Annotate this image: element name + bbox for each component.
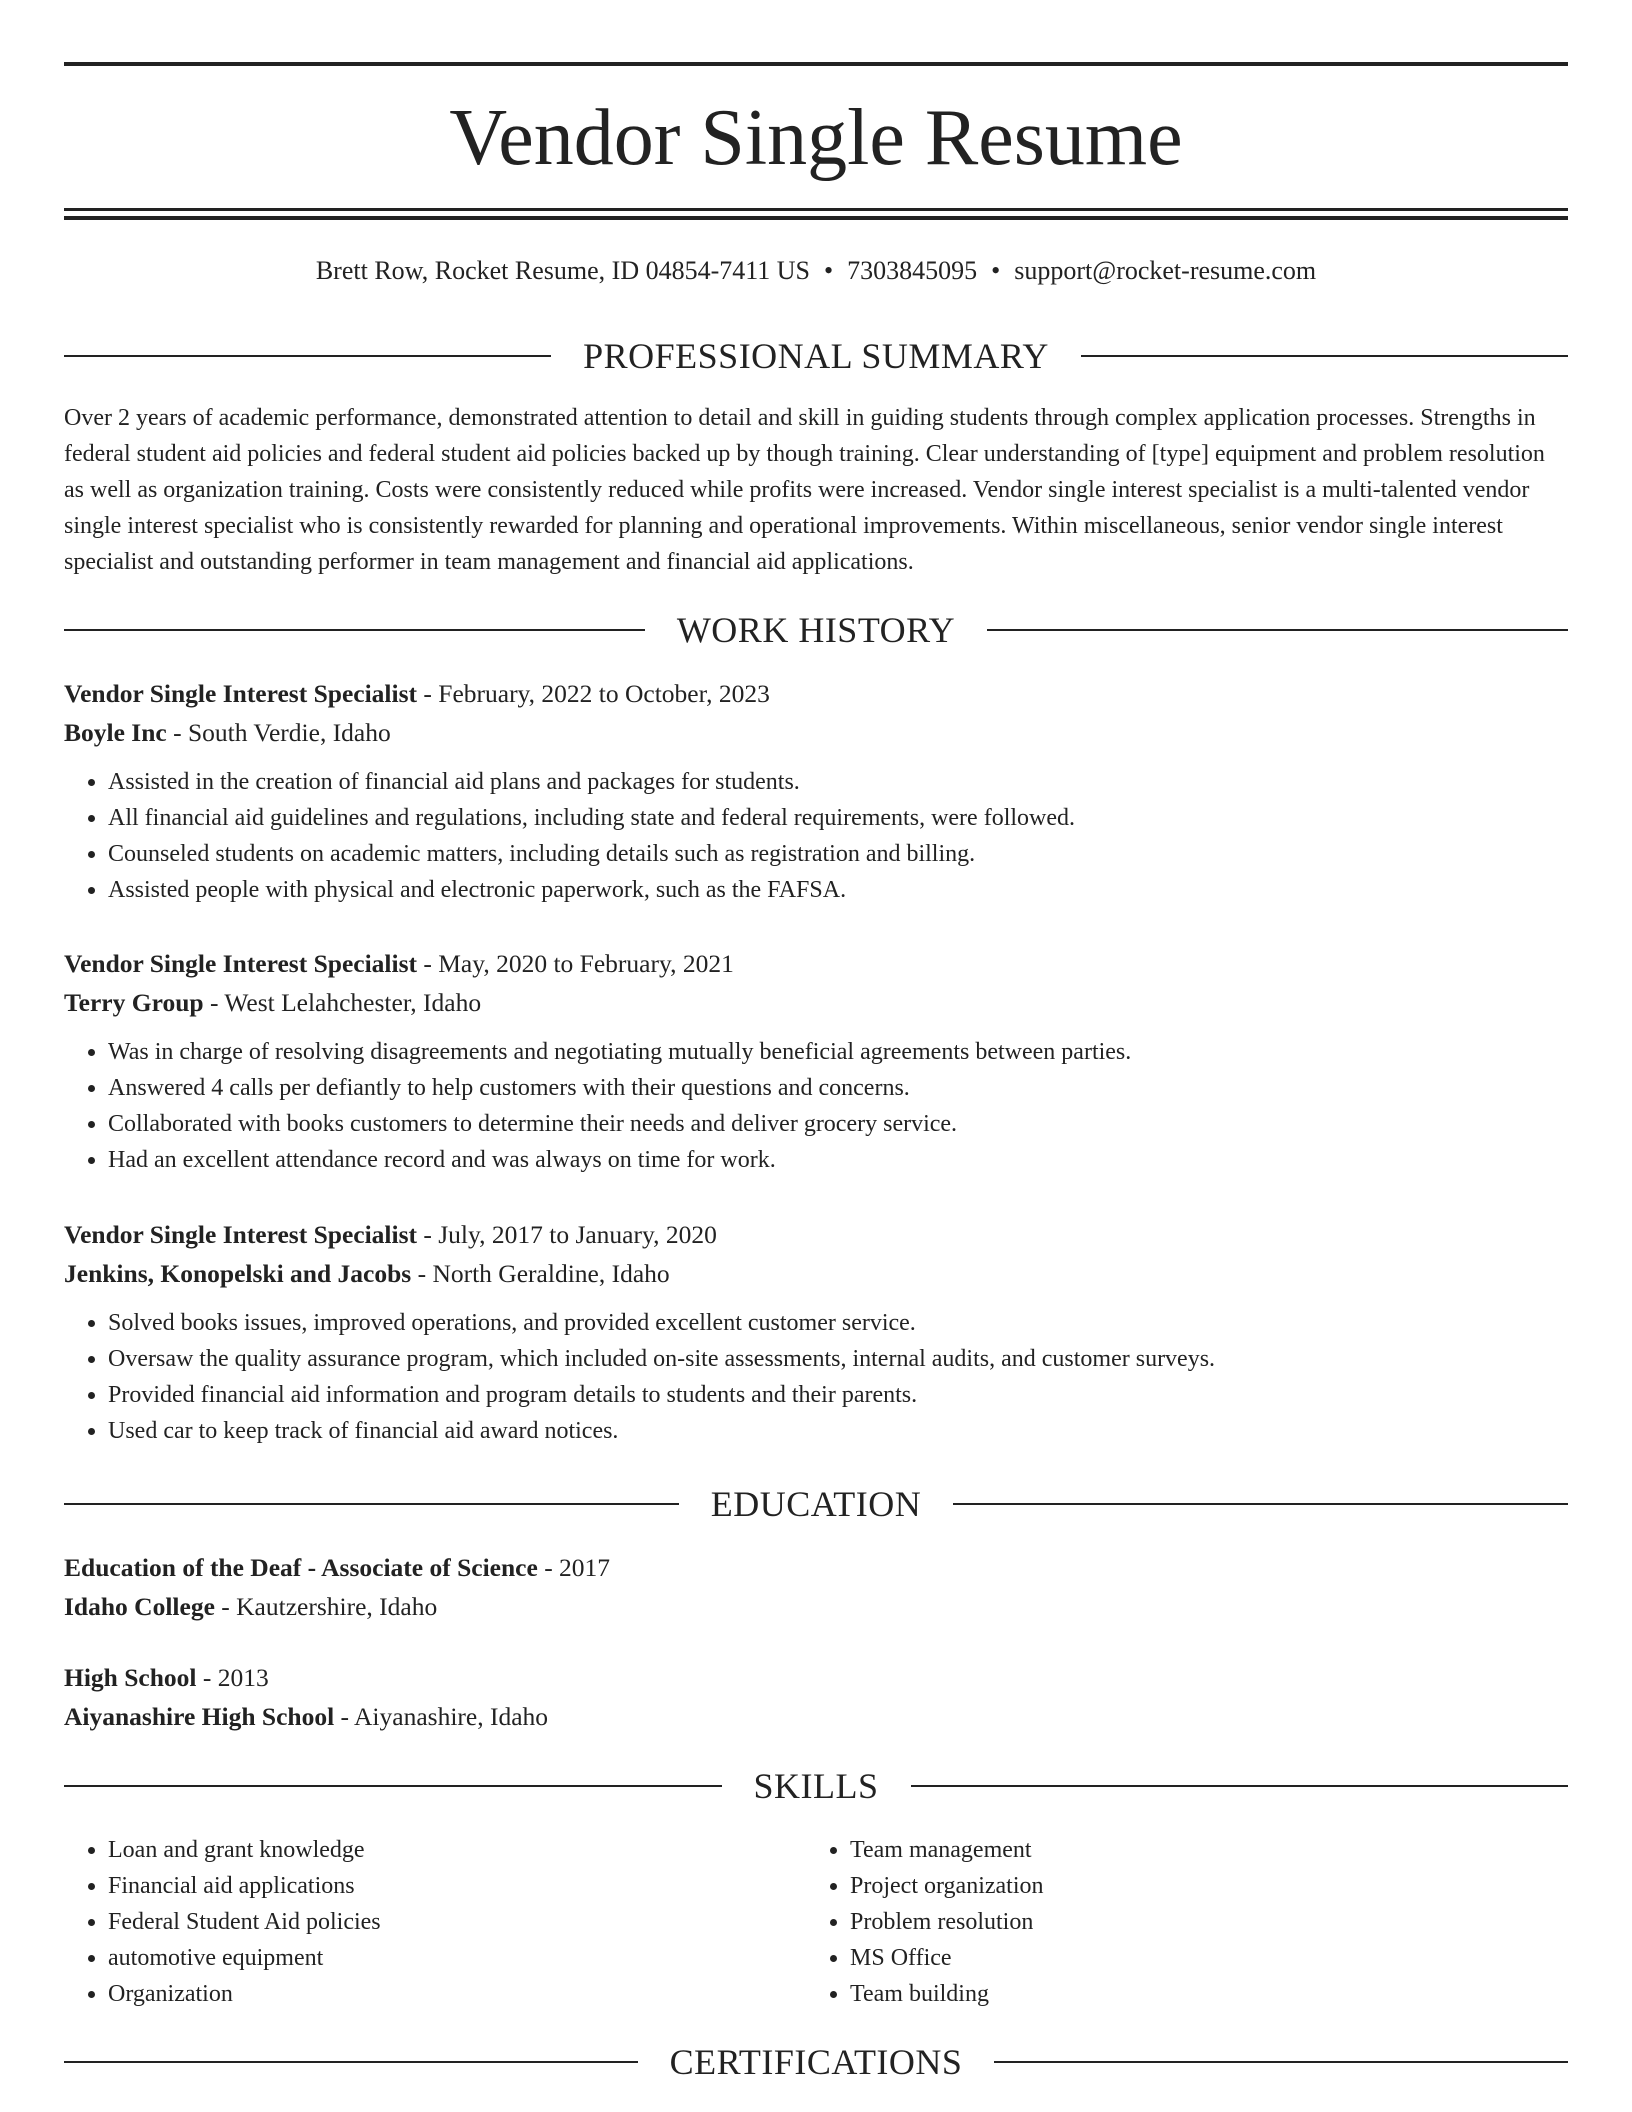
education-school: Idaho College — [64, 1592, 215, 1621]
section-rule-right — [953, 1503, 1568, 1505]
section-title: PROFESSIONAL SUMMARY — [583, 336, 1049, 376]
education-degree: High School — [64, 1663, 197, 1692]
job-company: Jenkins, Konopelski and Jacobs — [64, 1259, 412, 1288]
section-rule-right — [1081, 355, 1568, 357]
education-degree-line — [64, 1658, 1568, 1697]
skill-item: • Loan and grant knowledge — [108, 1832, 381, 1868]
job-bullets — [64, 1305, 1568, 1449]
section-header-skills — [64, 1764, 1568, 1808]
education-school-line — [64, 1697, 1568, 1736]
education-degree-line — [64, 1548, 1568, 1587]
job-location: - North Geraldine, Idaho — [411, 1259, 670, 1288]
skill-item: • Team management — [850, 1832, 1044, 1868]
section-rule-left — [64, 355, 551, 357]
job-dates: - May, 2020 to February, 2021 — [417, 949, 734, 978]
job-dates: - February, 2022 to October, 2023 — [417, 679, 770, 708]
contact-phone: 7303845095 — [847, 256, 978, 285]
section-rule-left — [64, 1785, 722, 1787]
skill-item: • Financial aid applications — [108, 1868, 381, 1904]
section-header-summary — [64, 334, 1568, 378]
job-title: Vendor Single Interest Specialist — [64, 949, 418, 978]
job-bullet: • Provided financial aid information and program details to students and their parents. — [108, 1377, 1568, 1413]
job-location: - West Lelahchester, Idaho — [203, 988, 482, 1017]
skills-list-right — [806, 1832, 1044, 2012]
job-title-line — [64, 674, 1568, 713]
skill-item: • automotive equipment — [108, 1940, 381, 1976]
section-title: SKILLS — [753, 1766, 879, 1806]
section-rule-right — [987, 629, 1568, 631]
job-bullet: • Assisted people with physical and electronic paperwork, such as the FAFSA. — [108, 872, 1568, 908]
skills-list-left — [64, 1832, 381, 2012]
job-title: Vendor Single Interest Specialist — [64, 1220, 418, 1249]
job-bullet: • Was in charge of resolving disagreements and negotiating mutually beneficial agreements between parties. — [108, 1034, 1568, 1070]
section-title: CERTIFICATIONS — [669, 2042, 963, 2082]
education-school: Aiyanashire High School — [64, 1702, 335, 1731]
job-company-line — [64, 983, 1568, 1022]
contact-separator: • — [991, 256, 1001, 285]
job-bullets — [64, 764, 1568, 908]
contact-email: support@rocket-resume.com — [1014, 256, 1317, 285]
contact-address: Brett Row, Rocket Resume, ID 04854-7411 US — [315, 256, 811, 285]
job-title-line — [64, 1215, 1568, 1254]
education-location: - Kautzershire, Idaho — [214, 1592, 438, 1621]
contact-separator: • — [824, 256, 834, 285]
section-header-certifications — [64, 2040, 1568, 2084]
skill-item: • Organization — [108, 1976, 381, 2012]
job-bullet: • Counseled students on academic matters, including details such as registration and billing. — [108, 836, 1568, 872]
section-header-education — [64, 1482, 1568, 1526]
section-rule-left — [64, 2061, 638, 2063]
job-bullet: • Solved books issues, improved operations, and provided excellent customer service. — [108, 1305, 1568, 1341]
section-title: WORK HISTORY — [676, 610, 956, 650]
job-dates: - July, 2017 to January, 2020 — [417, 1220, 717, 1249]
job-bullet: • Collaborated with books customers to determine their needs and deliver grocery service. — [108, 1106, 1568, 1142]
skill-item: • Federal Student Aid policies — [108, 1904, 381, 1940]
skill-item: • Problem resolution — [850, 1904, 1044, 1940]
job-bullet: • Used car to keep track of financial aid award notices. — [108, 1413, 1568, 1449]
job-company: Boyle Inc — [64, 718, 167, 747]
skill-item: • Team building — [850, 1976, 1044, 2012]
job-bullet: • Assisted in the creation of financial aid plans and packages for students. — [108, 764, 1568, 800]
header-double-rule-lower — [64, 216, 1568, 220]
contact-line — [64, 254, 1568, 288]
job-bullet: • Had an excellent attendance record and was always on time for work. — [108, 1142, 1568, 1178]
header-top-rule — [64, 62, 1568, 66]
job-bullet: • Answered 4 calls per defiantly to help customers with their questions and concerns. — [108, 1070, 1568, 1106]
job-entry — [64, 1215, 1568, 1449]
job-entry — [64, 944, 1568, 1178]
job-bullets — [64, 1034, 1568, 1178]
education-year: - 2013 — [196, 1663, 269, 1692]
section-rule-left — [64, 1503, 679, 1505]
job-location: - South Verdie, Idaho — [166, 718, 391, 747]
job-company-line — [64, 1254, 1568, 1293]
job-company-line — [64, 713, 1568, 752]
education-degree: Education of the Deaf - Associate of Science — [64, 1553, 538, 1582]
skill-item: • Project organization — [850, 1868, 1044, 1904]
education-year: - 2017 — [537, 1553, 611, 1582]
section-rule-right — [994, 2061, 1568, 2063]
skill-item: • MS Office — [850, 1940, 1044, 1976]
job-title: Vendor Single Interest Specialist — [64, 679, 418, 708]
resume-name: Vendor Single Resume — [449, 94, 1183, 182]
section-header-work — [64, 608, 1568, 652]
section-title: EDUCATION — [710, 1484, 922, 1524]
job-entry — [64, 674, 1568, 908]
section-rule-right — [911, 1785, 1569, 1787]
job-company: Terry Group — [64, 988, 204, 1017]
section-rule-left — [64, 629, 645, 631]
summary-text: Over 2 years of academic performance, demonstrated attention to detail and skill in guiding students through complex application processes. Strengths in federal student aid policies and federal student aid policies backed up by though training. Clear understanding of [type] equipment and problem resolution as well as organization training. Costs were consistently reduced while profits were increased. Vendor single interest specialist is a multi-talented vendor single interest specialist who is consistently rewarded for planning and operational improvements. Within miscellaneous, senior vendor single interest specialist and outstanding performer in team management and financial aid applications. — [64, 405, 1545, 575]
education-location: - Aiyanashire, Idaho — [334, 1702, 549, 1731]
job-bullet: • All financial aid guidelines and regulations, including state and federal requirements, were followed. — [108, 800, 1568, 836]
education-entry — [64, 1548, 1568, 1626]
header-double-rule-upper — [64, 208, 1568, 211]
job-title-line — [64, 944, 1568, 983]
education-entry — [64, 1658, 1568, 1736]
job-bullet: • Oversaw the quality assurance program, which included on-site assessments, internal audits, and customer surveys. — [108, 1341, 1568, 1377]
education-school-line — [64, 1587, 1568, 1626]
